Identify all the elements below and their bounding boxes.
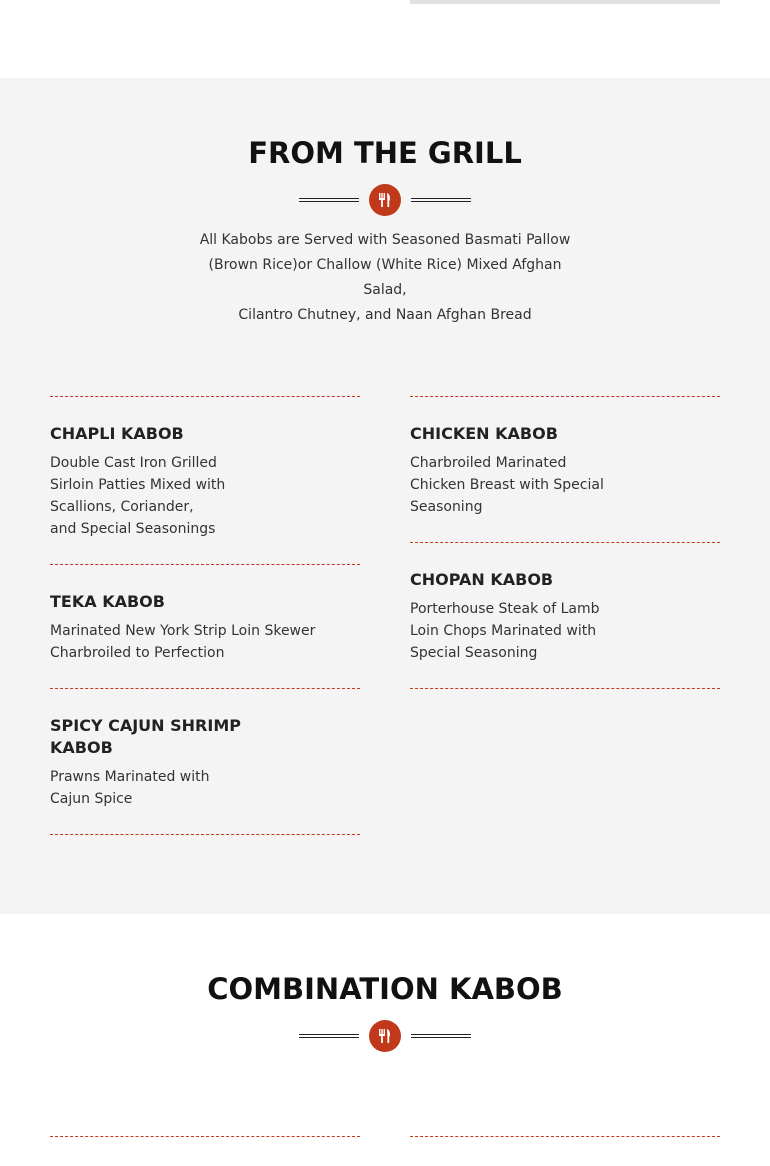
desc-line: Charbroiled to Perfection [50,645,225,661]
item-description [50,620,360,664]
menu-item-chicken-kabob [410,396,720,518]
divider-line-right [411,198,471,202]
item-name: CHAPLI KABOB [50,424,184,443]
column-bottom-rule [410,688,720,689]
item-name [50,715,360,759]
desc-line: Double Cast Iron Grilled [50,455,217,471]
name-line: SPICY CAJUN SHRIMP [50,716,241,735]
previous-section-tail [0,0,770,78]
desc-line: Seasoning [410,499,483,515]
item-description [410,452,720,518]
section-title-grill: FROM THE GRILL [248,136,522,170]
item-description [50,452,360,540]
menu-item-teka-kabob [50,564,360,664]
grill-intro-text [185,228,585,328]
previous-item-rule [410,0,720,4]
combination-item-rule [410,1136,720,1137]
item-name: TEKA KABOB [50,592,165,611]
desc-line: Scallions, Coriander, [50,499,194,515]
desc-line: Charbroiled Marinated [410,455,567,471]
section-divider [299,184,471,216]
intro-line: All Kabobs are Served with Seasoned Basmati Pallow [199,232,571,248]
desc-line: Special Seasoning [410,645,538,661]
menu-item-chapli-kabob [50,396,360,540]
item-name: CHOPAN KABOB [410,570,554,589]
desc-line: Sirloin Patties Mixed with [50,477,226,493]
fork-knife-icon [369,1020,401,1052]
desc-line: Cajun Spice [50,791,133,807]
name-line: KABOB [50,738,113,757]
intro-line: (Brown Rice)or Challow (White Rice) Mixed Afghan Salad, [208,257,562,298]
section-title-combination: COMBINATION KABOB [207,972,563,1006]
menu-item-spicy-cajun-shrimp-kabob [50,688,360,810]
fork-knife-icon [369,184,401,216]
intro-line: Cilantro Chutney, and Naan Afghan Bread [238,307,532,323]
combination-item-rule [50,1136,360,1137]
desc-line: Prawns Marinated with [50,769,210,785]
divider-line-left [299,198,359,202]
desc-line: Marinated New York Strip Loin Skewer [50,623,316,639]
column-bottom-rule [50,834,360,835]
combination-kabob-section [0,914,770,1166]
section-divider [299,1020,471,1052]
desc-line: and Special Seasonings [50,521,216,537]
desc-line: Loin Chops Marinated with [410,623,597,639]
divider-line-left [299,1034,359,1038]
desc-line: Chicken Breast with Special [410,477,604,493]
from-the-grill-section [0,78,770,914]
divider-line-right [411,1034,471,1038]
item-description [410,598,720,664]
item-name: CHICKEN KABOB [410,424,558,443]
desc-line: Porterhouse Steak of Lamb [410,601,600,617]
menu-item-chopan-kabob [410,542,720,664]
item-description [50,766,360,810]
